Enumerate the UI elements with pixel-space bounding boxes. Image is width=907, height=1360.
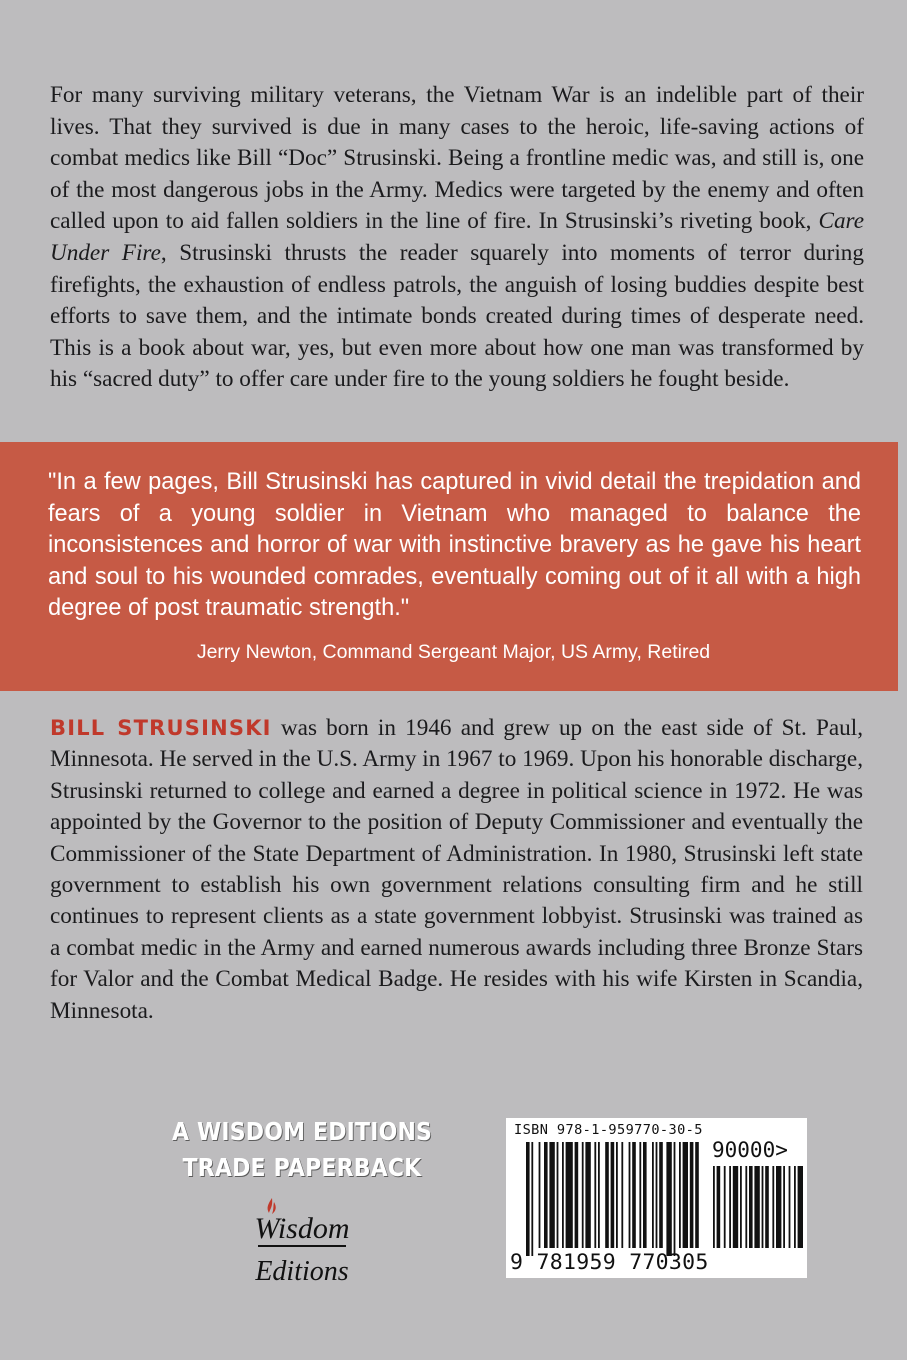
description-paragraph bbox=[50, 80, 864, 396]
barcode-bar bbox=[683, 1142, 688, 1248]
barcode-bar bbox=[582, 1142, 584, 1248]
barcode-bar bbox=[616, 1142, 618, 1248]
barcode-addon-bar bbox=[783, 1166, 785, 1248]
barcode-bar bbox=[639, 1142, 641, 1248]
barcode-bar bbox=[557, 1142, 559, 1248]
barcode-addon-bar bbox=[772, 1166, 774, 1248]
isbn-barcode bbox=[506, 1118, 807, 1278]
barcode-bar bbox=[566, 1142, 573, 1248]
barcode-bar bbox=[629, 1142, 631, 1248]
flame-icon bbox=[268, 1198, 273, 1213]
edition-label-line2: TRADE PAPERBACK bbox=[182, 1153, 422, 1182]
barcode-addon-bar bbox=[717, 1166, 721, 1248]
barcode-bar bbox=[666, 1142, 671, 1256]
barcode-addon-bar bbox=[733, 1166, 738, 1248]
barcode-bar bbox=[643, 1142, 647, 1248]
barcode-bar bbox=[621, 1142, 623, 1248]
isbn-label: ISBN 978-1-959770-30-5 bbox=[514, 1122, 703, 1138]
price-code: 90000> bbox=[712, 1138, 788, 1162]
barcode-bar bbox=[531, 1142, 533, 1256]
barcode-bar bbox=[652, 1142, 654, 1248]
endorsement-quote: "In a few pages, Bill Strusinski has captured in vivid detail the trepidation and fears of a young soldier in Vietnam who managed to balance the inconsistences and horror of war with instinctive bravery as he gave his heart and soul to his wounded comrades, eventually coming out of it all with a high degree of post traumatic strength." bbox=[48, 469, 861, 621]
barcode-addon-bar bbox=[794, 1166, 796, 1248]
logo-word-wisdom: Wisdom bbox=[254, 1212, 350, 1245]
barcode-addon-bar bbox=[740, 1166, 742, 1248]
barcode-bar bbox=[611, 1142, 615, 1248]
book-title: Care Under Fire bbox=[50, 208, 864, 266]
barcode-addon-bar bbox=[765, 1166, 769, 1248]
barcode-addon-bar bbox=[713, 1166, 715, 1248]
barcode-bar bbox=[695, 1142, 699, 1248]
barcode-addon-bar bbox=[762, 1166, 764, 1248]
barcode-bar bbox=[632, 1142, 636, 1248]
logo-word-editions: Editions bbox=[255, 1256, 349, 1287]
barcode-bar bbox=[690, 1142, 694, 1248]
author-name: BILL STRUSINSKI bbox=[50, 716, 272, 740]
quote-attribution: Jerry Newton, Command Sergeant Major, US Army, Retired bbox=[196, 641, 711, 663]
barcode-addon-bar bbox=[729, 1166, 731, 1248]
barcode-bar bbox=[549, 1142, 554, 1248]
ean-digits: 9 781959 770305 bbox=[510, 1250, 709, 1275]
blurb-text-before-title: For many surviving military veterans, the Vietnam War is an indelible part of their lives. That they survived is due in many cases to the heroic, life-saving actions of combat medics like Bill “Doc” Strusinski. Being a frontline medic was, and still is, one of the most dangerous jobs in the Army. Medics were targeted by the enemy and often called upon to aid fallen soldiers in the line of fire. In Strusinski’s riveting book, bbox=[50, 82, 864, 235]
barcode-bar bbox=[674, 1142, 676, 1256]
author-bio-text: was born in 1946 and grew up on the east side of St. Paul, Minnesota. He served in the U.S. Army in 1967 to 1969. Upon his honorable discharge, Strusinski returned to college and earned a degree in political science in 1972. He was appointed by the Governor to the position of Deputy Commissioner and eventually the Commissioner of the State Department of Administration. In 1980, Strusinski left state government to establish his own government relations consulting firm and he still continues to represent clients as a state government lobbyist. Strusinski was trained as a combat medic in the Army and earned numerous awards including three Bronze Stars for Valor and the Combat Medical Badge. He resides with his wife Kirsten in Scandia, Minnesota. bbox=[50, 715, 863, 1024]
barcode-bar bbox=[585, 1142, 590, 1248]
barcode-addon-bar bbox=[724, 1166, 726, 1248]
barcode-bar bbox=[679, 1142, 681, 1248]
barcode-bar bbox=[598, 1142, 600, 1248]
barcode-bar bbox=[539, 1142, 541, 1248]
barcode-addon-bar bbox=[798, 1166, 803, 1248]
barcode-bar bbox=[562, 1142, 564, 1248]
barcode-bar bbox=[594, 1142, 596, 1248]
barcode-addon-bar bbox=[749, 1166, 753, 1248]
author-bio bbox=[50, 713, 863, 1027]
barcode-bar bbox=[544, 1142, 548, 1248]
barcode-bar bbox=[526, 1142, 530, 1256]
wisdom-editions-logo bbox=[248, 1196, 356, 1288]
barcode-bar bbox=[659, 1142, 663, 1248]
barcode-bar bbox=[656, 1142, 658, 1248]
barcode-addon-bar bbox=[776, 1166, 781, 1248]
barcode-addon-bar bbox=[789, 1166, 791, 1248]
barcode-bar bbox=[605, 1142, 609, 1248]
barcode-addon-bar bbox=[754, 1166, 759, 1248]
barcode-bar bbox=[575, 1142, 579, 1248]
edition-label-line1: A WISDOM EDITIONS bbox=[171, 1117, 433, 1146]
barcode-addon-bar bbox=[745, 1166, 747, 1248]
blurb-text-after-title: , Strusinski thrusts the reader squarely into moments of terror during firefights, the exhaustion of endless patrols, the anguish of losing buddies despite best efforts to save them, and the intimate bonds created during times of desperate need. This is a book about war, yes, but even more about how one man was transformed by his “sacred duty” to offer care under fire to the young soldiers he fought beside. bbox=[50, 239, 864, 393]
edition-label bbox=[168, 1114, 436, 1186]
